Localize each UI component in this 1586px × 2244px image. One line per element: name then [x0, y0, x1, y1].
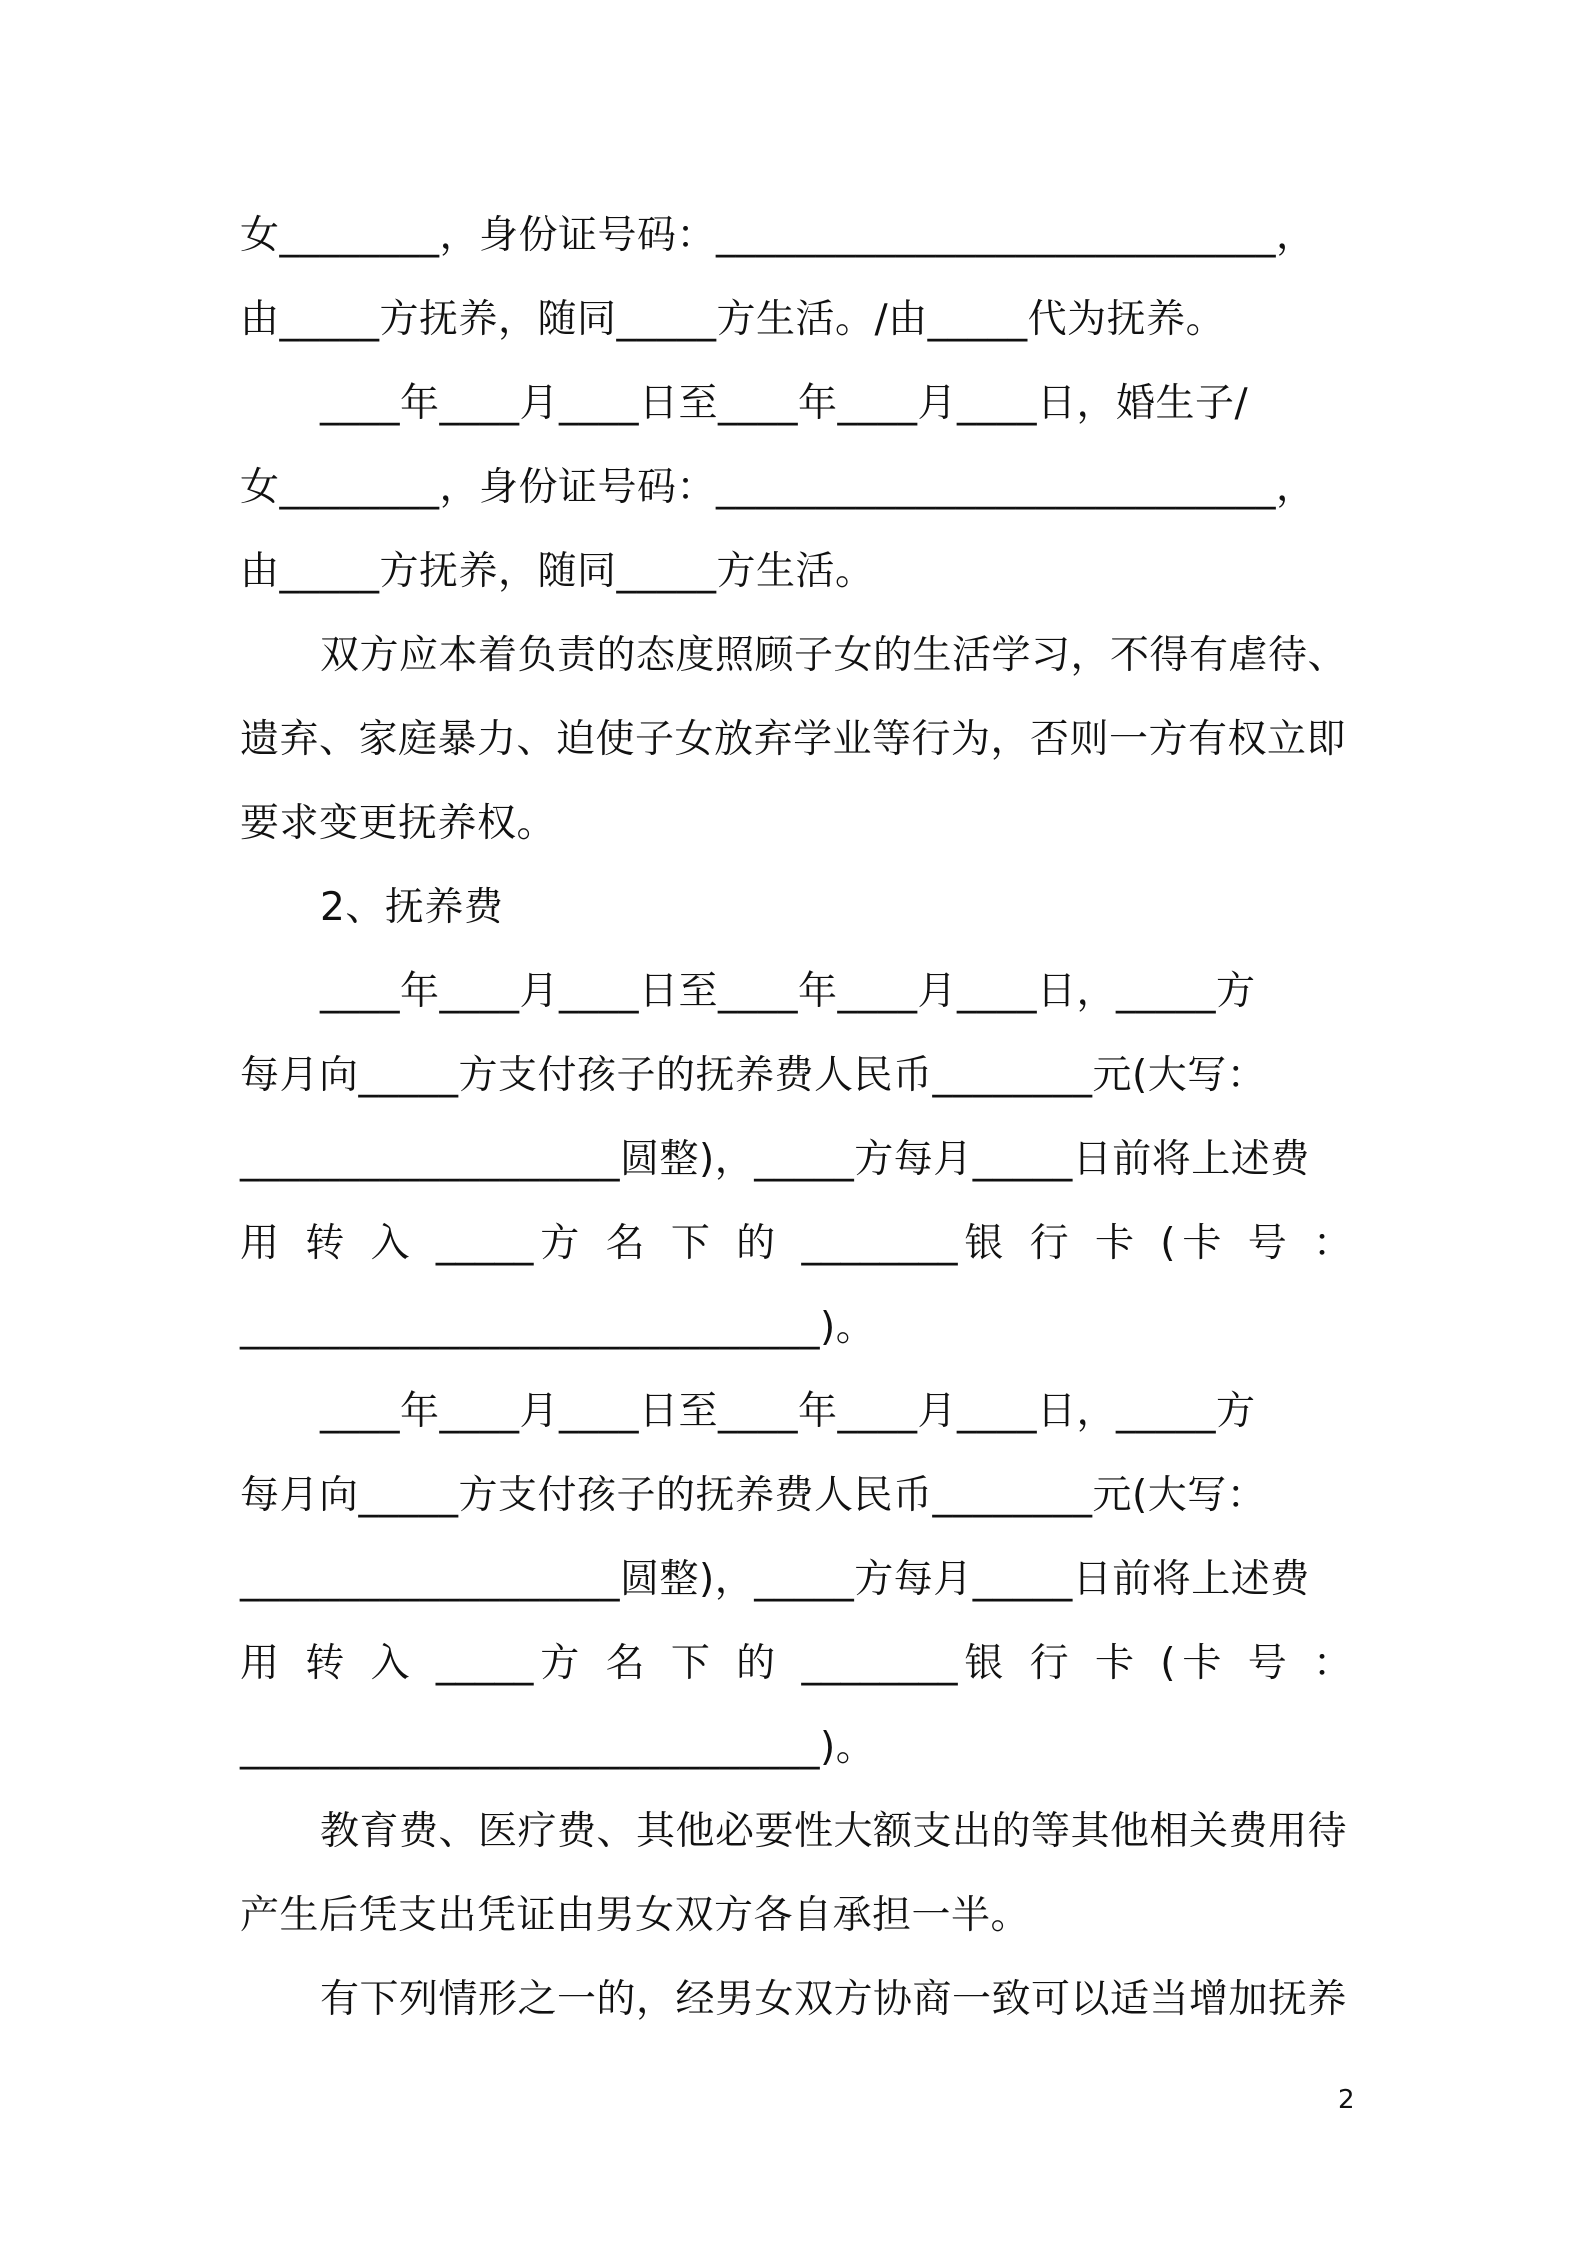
document-body [240, 194, 1352, 2042]
text-line: ___________________圆整)，_____方每月_____日前将上述费 [240, 1557, 1310, 1602]
text-line: _____________________________)。 [240, 1725, 876, 1770]
text-line: 有下列情形之一的，经男女双方协商一致可以适当增加抚养 [320, 1977, 1348, 2022]
text-line: 用 转 入 _____方 名 下 的 ________银 行 卡 (卡 号 ： [240, 1641, 1352, 1686]
text-line: 要求变更抚养权。 [240, 801, 557, 846]
text-line: 每月向_____方支付孩子的抚养费人民币________元(大写： [240, 1053, 1267, 1098]
text-line: _____________________________)。 [240, 1305, 876, 1350]
text-line: 遗弃、家庭暴力、迫使子女放弃学业等行为，否则一方有权立即 [240, 717, 1347, 762]
text-line: ____年____月____日至____年____月____日，婚生子/ [320, 381, 1249, 426]
text-line: ____年____月____日至____年____月____日，_____方 [320, 969, 1256, 1014]
page-number: 2 [1338, 2085, 1355, 2115]
text-line: 用 转 入 _____方 名 下 的 ________银 行 卡 (卡 号 ： [240, 1221, 1352, 1266]
text-line: 由_____方抚养，随同_____方生活。 [240, 549, 875, 594]
text-line: 教育费、医疗费、其他必要性大额支出的等其他相关费用待 [320, 1809, 1348, 1854]
text-line: 每月向_____方支付孩子的抚养费人民币________元(大写： [240, 1473, 1267, 1518]
text-line: 女________，身份证号码：____________________________， [240, 465, 1316, 510]
text-line: 2、抚养费 [320, 885, 504, 930]
text-line: ____年____月____日至____年____月____日，_____方 [320, 1389, 1256, 1434]
text-line: 女________，身份证号码：____________________________， [240, 213, 1316, 258]
text-line: 双方应本着负责的态度照顾子女的生活学习，不得有虐待、 [320, 633, 1348, 678]
text-line: ___________________圆整)，_____方每月_____日前将上述费 [240, 1137, 1310, 1182]
text-line: 由_____方抚养，随同_____方生活。/由_____代为抚养。 [240, 297, 1226, 342]
text-line: 产生后凭支出凭证由男女双方各自承担一半。 [240, 1893, 1031, 1938]
